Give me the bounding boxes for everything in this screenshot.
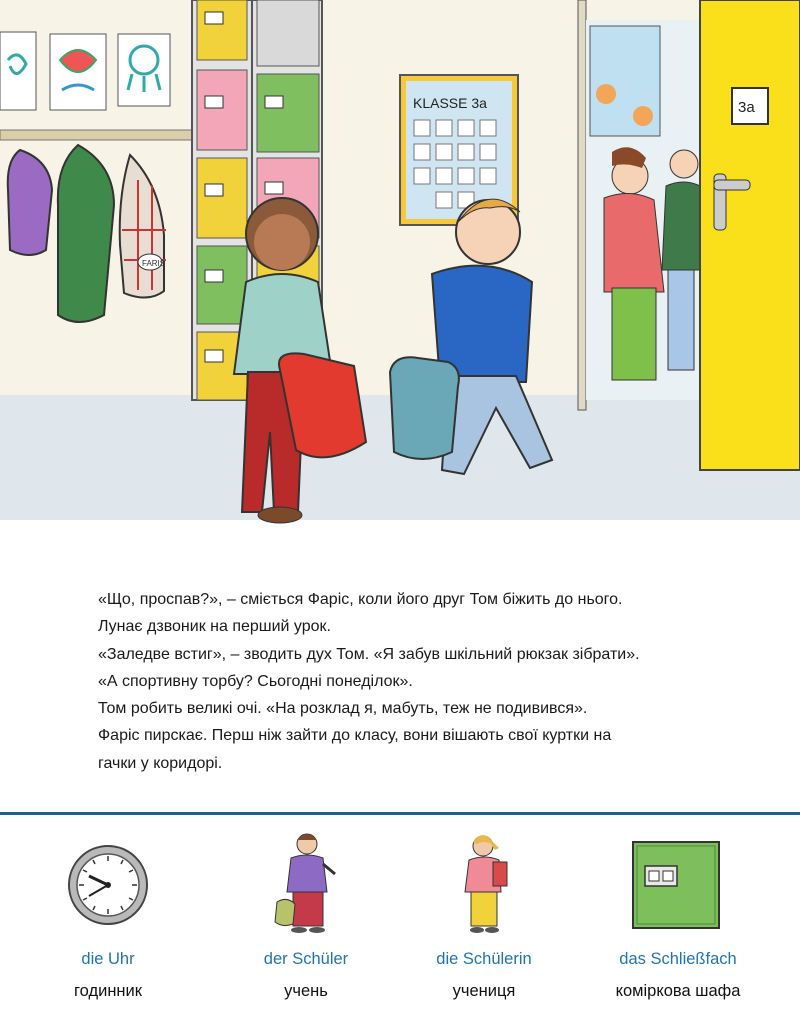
door-label: 3a [738, 99, 755, 116]
bag-tag-label: FARIS [142, 259, 166, 268]
wall-drawings [0, 32, 170, 110]
locker-icon [623, 830, 733, 940]
vocab-item-schoolgirl [394, 830, 574, 1000]
vocab-item-schoolboy [216, 830, 396, 1000]
vocab-ukrainian: коміркова шафа [615, 982, 741, 1000]
story-line: «А спортивну торбу? Сьогодні понеділок». [98, 672, 413, 690]
vocab-german: der Schüler [263, 950, 349, 968]
story-text [98, 586, 738, 777]
vocab-ukrainian: годинник [74, 982, 142, 1000]
story-line: «Заледве встиг», – зводить дух Том. «Я забув шкільний рюкзак зібрати». [98, 645, 640, 663]
schoolboy-icon [251, 830, 361, 940]
vocab-item-clock [18, 830, 198, 1000]
section-divider [0, 812, 800, 815]
schoolgirl-icon [429, 830, 539, 940]
classroom-doorway [578, 0, 800, 470]
vocab-german: das Schließfach [619, 950, 737, 968]
vocab-item-locker [588, 830, 768, 1000]
class-sign: KLASSE 3a [413, 95, 487, 111]
story-line: «Що, проспав?», – сміється Фаріс, коли його друг Том біжить до нього. [98, 591, 623, 608]
vocab-ukrainian: учениця [452, 982, 516, 1000]
story-line: гачки у коридорі. [98, 754, 223, 772]
clock-icon [53, 830, 163, 940]
vocab-german: die Schülerin [436, 950, 532, 968]
story-line: Лунає дзвоник на перший урок. [98, 618, 331, 636]
story-line: Фаріс пирскає. Перш ніж зайти до класу, вони вішають свої куртки на [98, 727, 612, 745]
vocab-ukrainian: учень [284, 982, 328, 1000]
vocab-german: die Uhr [81, 950, 135, 968]
story-line: Том робить великі очі. «На розклад я, мабуть, теж не подивився». [98, 700, 588, 718]
